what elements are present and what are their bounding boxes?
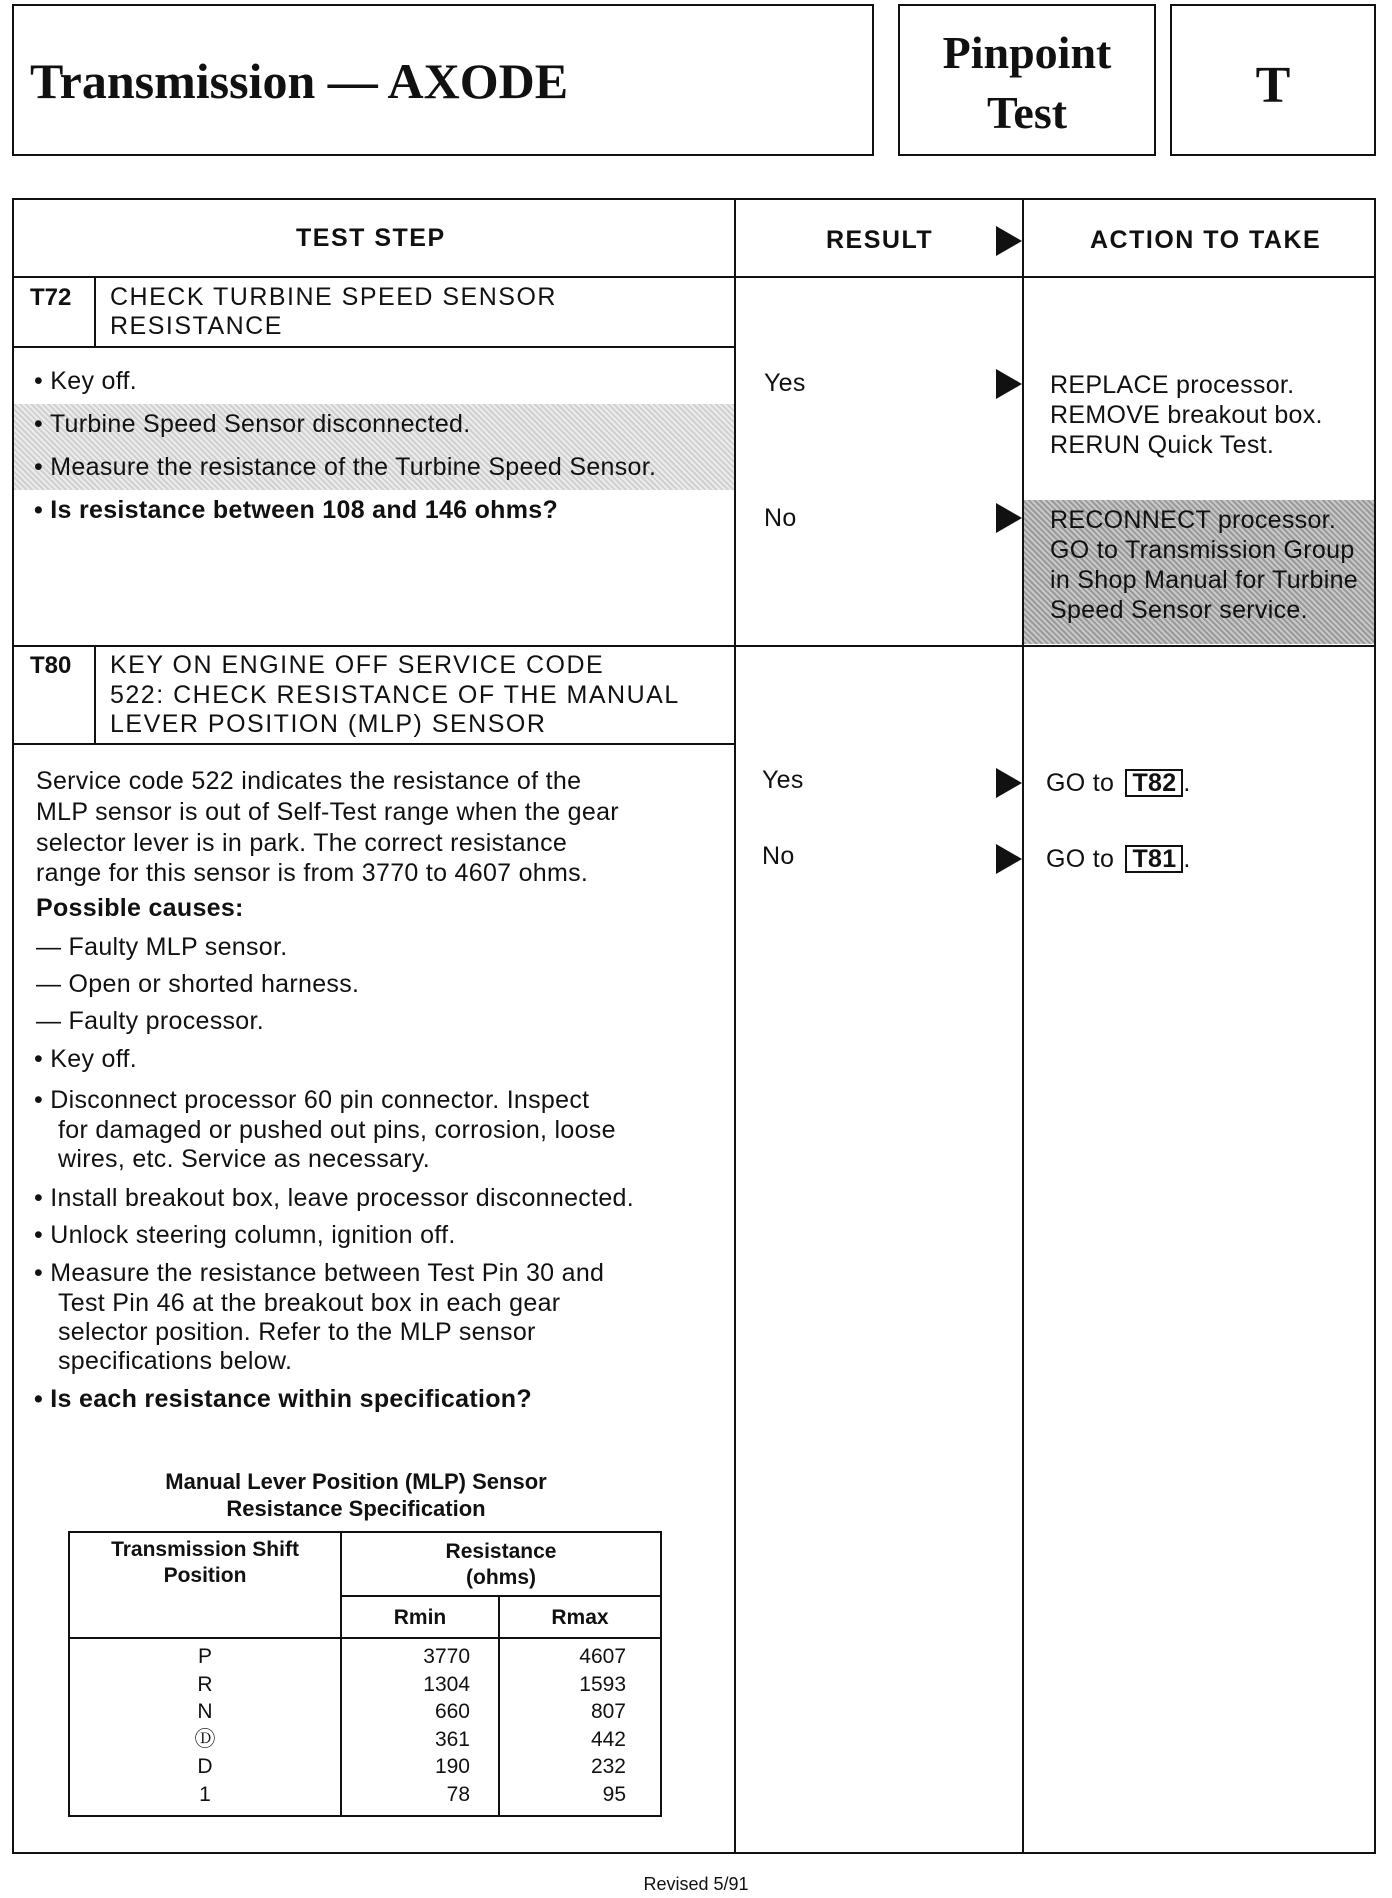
t72-t80-divider	[12, 645, 1376, 647]
mlp-spec-table	[68, 1531, 662, 1817]
t82-reference: T82	[1125, 769, 1183, 797]
t72-yes-action-3: RERUN Quick Test.	[1050, 431, 1275, 459]
spec-rmax-column	[530, 1643, 626, 1809]
t80-title-line3: LEVER POSITION (MLP) SENSOR	[110, 710, 547, 738]
t80-measure-3: selector position. Refer to the MLP sensor	[58, 1318, 536, 1346]
spec-title-line1: Manual Lever Position (MLP) Sensor	[165, 1469, 547, 1494]
test-letter-box	[1170, 4, 1376, 156]
t80-intro-4: range for this sensor is from 3770 to 4607 ohms.	[36, 859, 589, 887]
t80-no-period: .	[1183, 845, 1191, 873]
cause-1: — Faulty MLP sensor.	[36, 933, 288, 961]
t72-yes-arrow-icon	[996, 369, 1022, 399]
t80-yes-go-to: GO to	[1046, 769, 1115, 797]
t80-yes-label: Yes	[762, 766, 804, 794]
t72-no-action-4: Speed Sensor service.	[1050, 596, 1308, 624]
t80-yes-arrow-icon	[996, 768, 1022, 798]
possible-causes-label: Possible causes:	[36, 894, 244, 922]
spec-rmin-cell: 78	[446, 1782, 470, 1806]
t80-disconnect-3: wires, etc. Service as necessary.	[58, 1145, 431, 1173]
spec-rmax-cell: 95	[602, 1782, 626, 1806]
test-label: Test	[986, 87, 1068, 138]
t80-yes-action	[1046, 768, 1191, 798]
spec-resistance-divider	[340, 1595, 660, 1597]
t80-no-label: No	[762, 842, 795, 870]
spec-rmin-cell: 190	[434, 1755, 470, 1779]
t80-step-id: T80	[30, 652, 72, 679]
spec-rmax-cell: 4607	[579, 1645, 626, 1668]
result-arrow-icon	[996, 226, 1022, 256]
spec-title-line2: Resistance Specification	[226, 1496, 486, 1521]
spec-position-cell: Ⓓ	[194, 1727, 216, 1751]
t72-title-line1: CHECK TURBINE SPEED SENSOR	[110, 283, 557, 311]
spec-position-cell: 1	[199, 1782, 211, 1806]
t72-step-3: • Measure the resistance of the Turbine Speed Sensor.	[34, 453, 657, 481]
t81-reference: T81	[1125, 845, 1183, 873]
t80-question: • Is each resistance within specification?	[34, 1385, 532, 1413]
spec-header-divider	[70, 1637, 660, 1639]
t72-no-label: No	[764, 504, 797, 532]
t72-no-action-3: in Shop Manual for Turbine	[1050, 566, 1358, 594]
spec-rmax-cell: 1593	[579, 1672, 626, 1696]
t72-step-1: • Key off.	[34, 367, 138, 395]
spec-rmax-cell: 442	[590, 1727, 626, 1751]
spec-position-cell: R	[197, 1672, 213, 1696]
result-header: RESULT	[826, 226, 934, 254]
t72-yes-label: Yes	[764, 369, 806, 397]
t72-step-id: T72	[30, 284, 72, 311]
cause-2: — Open or shorted harness.	[36, 970, 360, 998]
page-title: Transmission — AXODE	[30, 53, 569, 109]
result-column-divider	[734, 198, 736, 1854]
spec-rmax-cell: 232	[590, 1755, 626, 1779]
spec-position-cell: N	[197, 1700, 213, 1724]
test-letter: T	[1255, 57, 1291, 114]
t80-measure-2: Test Pin 46 at the breakout box in each gear	[58, 1289, 561, 1317]
spec-rmax-cell: 807	[590, 1700, 626, 1724]
t80-intro-3: selector lever is in park. The correct resistance	[36, 829, 568, 857]
t72-no-action-1: RECONNECT processor.	[1050, 506, 1337, 534]
revision-footer: Revised 5/91	[643, 1874, 749, 1894]
t80-id-divider	[94, 645, 96, 743]
t72-no-arrow-icon	[996, 503, 1022, 533]
t80-no-arrow-icon	[996, 844, 1022, 874]
header-title-box	[12, 4, 874, 156]
t72-title-line2: RESISTANCE	[110, 312, 283, 340]
header-divider	[12, 276, 1376, 278]
t80-no-action	[1046, 844, 1191, 874]
t80-key-off: • Key off.	[34, 1045, 138, 1073]
t80-disconnect-1: • Disconnect processor 60 pin connector. Inspect	[34, 1086, 590, 1114]
t80-measure-1: • Measure the resistance between Test Pin 30 and	[34, 1259, 605, 1287]
t80-install: • Install breakout box, leave processor disconnected.	[34, 1184, 634, 1212]
spec-rmin-header: Rmin	[393, 1606, 447, 1629]
t80-title-divider	[12, 743, 734, 745]
t72-question: • Is resistance between 108 and 146 ohms?	[34, 496, 559, 524]
t72-step-2: • Turbine Speed Sensor disconnected.	[34, 410, 471, 438]
t80-measure-4: specifications below.	[58, 1347, 293, 1375]
spec-position-header-2: Position	[163, 1564, 247, 1587]
t72-id-divider	[94, 276, 96, 346]
spec-rmin-cell: 1304	[423, 1672, 470, 1696]
t72-yes-action-2: REMOVE breakout box.	[1050, 401, 1323, 429]
pinpoint-label: Pinpoint	[942, 27, 1112, 78]
spec-rmin-column	[370, 1643, 470, 1809]
t72-no-action-2: GO to Transmission Group	[1050, 536, 1355, 564]
action-column-divider	[1022, 198, 1024, 1854]
spec-position-header-1: Transmission Shift	[111, 1538, 299, 1561]
t72-yes-action-1: REPLACE processor.	[1050, 371, 1295, 399]
spec-rmax-header: Rmax	[551, 1606, 609, 1629]
t80-intro-1: Service code 522 indicates the resistance of the	[36, 767, 582, 795]
t80-title-line2: 522: CHECK RESISTANCE OF THE MANUAL	[110, 681, 680, 709]
action-header: ACTION TO TAKE	[1090, 226, 1322, 254]
t80-yes-period: .	[1183, 769, 1191, 797]
t72-title-divider	[12, 346, 734, 348]
spec-rmin-cell: 361	[434, 1727, 470, 1751]
spec-position-cell: D	[197, 1755, 213, 1779]
t80-title-line1: KEY ON ENGINE OFF SERVICE CODE	[110, 651, 605, 679]
spec-rmin-cell: 3770	[423, 1645, 470, 1668]
t80-intro-2: MLP sensor is out of Self-Test range when the gear	[36, 798, 619, 826]
spec-resistance-header-2: (ohms)	[466, 1566, 536, 1589]
pinpoint-test-box	[898, 4, 1156, 156]
t80-disconnect-2: for damaged or pushed out pins, corrosion, loose	[58, 1116, 616, 1144]
spec-position-cell: P	[197, 1645, 212, 1668]
spec-rmin-cell: 660	[434, 1700, 470, 1724]
t80-unlock: • Unlock steering column, ignition off.	[34, 1221, 456, 1249]
t80-no-go-to: GO to	[1046, 845, 1115, 873]
spec-position-column	[70, 1643, 340, 1809]
cause-3: — Faulty processor.	[36, 1007, 265, 1035]
test-step-header: TEST STEP	[296, 224, 446, 252]
spec-resistance-header-1: Resistance	[445, 1540, 557, 1563]
